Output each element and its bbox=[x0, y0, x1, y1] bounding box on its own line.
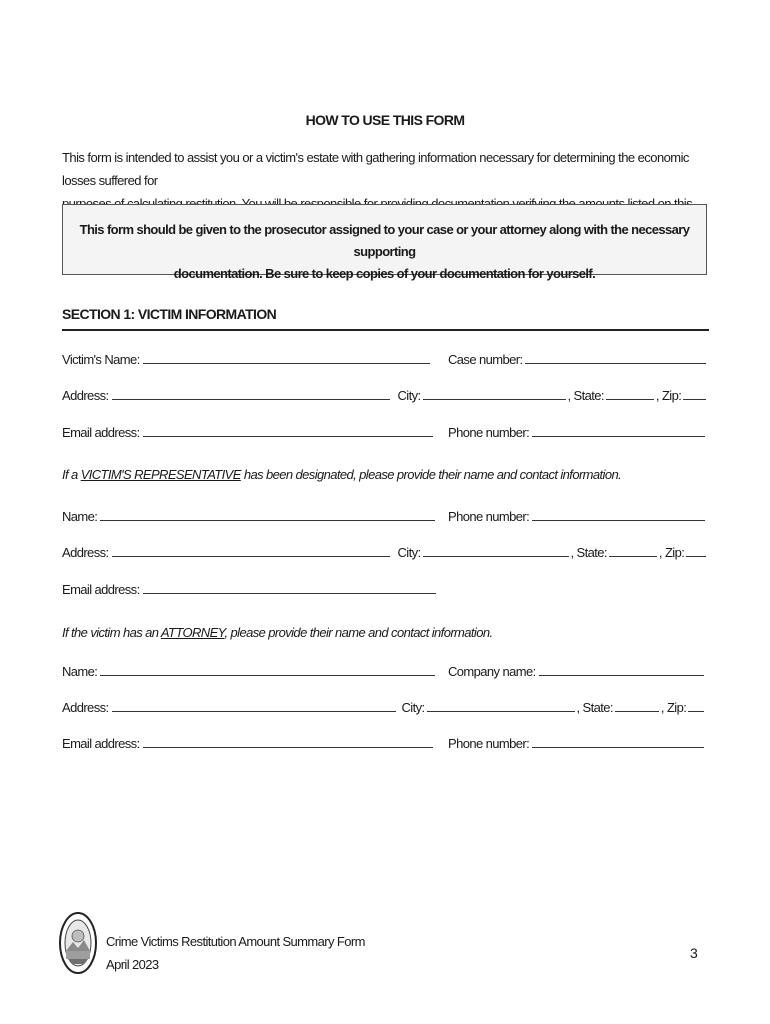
note-emphasis: ATTORNEY bbox=[160, 625, 225, 640]
state-seal-icon bbox=[58, 911, 98, 975]
victim-name-line[interactable] bbox=[143, 349, 430, 364]
victim-name-label: Victim's Name: bbox=[62, 352, 140, 367]
rep-state-label: , State: bbox=[570, 545, 607, 560]
page-number: 3 bbox=[690, 945, 698, 961]
attorney-zip-label: , Zip: bbox=[660, 700, 687, 715]
attorney-zip-line[interactable] bbox=[688, 697, 704, 712]
attorney-name-line[interactable] bbox=[100, 661, 435, 676]
email-line[interactable] bbox=[143, 422, 433, 437]
phone-line[interactable] bbox=[532, 422, 705, 437]
rep-phone-line[interactable] bbox=[532, 506, 705, 521]
attorney-email-field[interactable] bbox=[62, 733, 433, 751]
phone-label: Phone number: bbox=[448, 425, 530, 440]
address-line[interactable] bbox=[112, 385, 390, 400]
case-number-line[interactable] bbox=[525, 349, 706, 364]
rep-email-line[interactable] bbox=[143, 579, 436, 594]
section-title: SECTION 1: VICTIM INFORMATION bbox=[62, 306, 277, 322]
attorney-name-field[interactable] bbox=[62, 661, 435, 679]
victim-phone-field[interactable] bbox=[448, 422, 705, 440]
rep-address-row bbox=[62, 542, 706, 560]
rep-zip-label: , Zip: bbox=[658, 545, 685, 560]
attorney-address-line[interactable] bbox=[112, 697, 396, 712]
form-title: HOW TO USE THIS FORM bbox=[305, 112, 465, 128]
zip-line[interactable] bbox=[683, 385, 706, 400]
rep-address-label: Address: bbox=[62, 545, 109, 560]
attorney-phone-field[interactable] bbox=[448, 733, 704, 751]
rep-zip-line[interactable] bbox=[686, 542, 706, 557]
attorney-email-line[interactable] bbox=[143, 733, 433, 748]
rep-name-line[interactable] bbox=[100, 506, 435, 521]
rep-phone-label: Phone number: bbox=[448, 509, 530, 524]
attorney-address-label: Address: bbox=[62, 700, 109, 715]
victim-name-field[interactable] bbox=[62, 349, 430, 367]
city-label: City: bbox=[397, 388, 421, 403]
address-label: Address: bbox=[62, 388, 109, 403]
note-prefix: If the victim has an bbox=[62, 625, 161, 640]
notice-box bbox=[62, 204, 707, 281]
company-name-label: Company name: bbox=[448, 664, 536, 679]
city-line[interactable] bbox=[423, 385, 566, 400]
attorney-city-label: City: bbox=[401, 700, 425, 715]
rep-phone-field[interactable] bbox=[448, 506, 705, 524]
attorney-note bbox=[62, 625, 493, 640]
rep-name-label: Name: bbox=[62, 509, 98, 524]
company-name-field[interactable] bbox=[448, 661, 704, 679]
attorney-name-label: Name: bbox=[62, 664, 98, 679]
victim-address-row bbox=[62, 385, 706, 403]
intro-line-1: This form is intended to assist you or a victim's estate with gathering information necessary for determining the economic losses suffered for bbox=[62, 150, 689, 188]
attorney-phone-label: Phone number: bbox=[448, 736, 530, 751]
email-label: Email address: bbox=[62, 425, 140, 440]
footer-text bbox=[106, 930, 365, 976]
attorney-phone-line[interactable] bbox=[532, 733, 704, 748]
note-suffix: has been designated, please provide their name and contact information. bbox=[240, 467, 622, 482]
note-prefix: If a bbox=[62, 467, 81, 482]
rep-name-field[interactable] bbox=[62, 506, 435, 524]
rep-address-line[interactable] bbox=[112, 542, 390, 557]
note-suffix: , please provide their name and contact information. bbox=[224, 625, 493, 640]
footer-form-name: Crime Victims Restitution Amount Summary Form bbox=[106, 934, 365, 949]
notice-line-1: This form should be given to the prosecutor assigned to your case or your attorney along with the necessary supporting bbox=[79, 222, 690, 259]
rep-city-line[interactable] bbox=[423, 542, 569, 557]
section-divider bbox=[62, 329, 709, 331]
notice-text bbox=[63, 219, 706, 285]
rep-email-label: Email address: bbox=[62, 582, 140, 597]
case-number-field[interactable] bbox=[448, 349, 706, 367]
case-number-label: Case number: bbox=[448, 352, 523, 367]
company-name-line[interactable] bbox=[539, 661, 704, 676]
victim-email-field[interactable] bbox=[62, 422, 433, 440]
attorney-state-line[interactable] bbox=[615, 697, 659, 712]
rep-city-label: City: bbox=[397, 545, 421, 560]
note-emphasis: VICTIM'S REPRESENTATIVE bbox=[80, 467, 241, 482]
zip-label: , Zip: bbox=[655, 388, 682, 403]
rep-state-line[interactable] bbox=[609, 542, 657, 557]
state-line[interactable] bbox=[606, 385, 654, 400]
attorney-city-line[interactable] bbox=[427, 697, 575, 712]
state-label: , State: bbox=[567, 388, 604, 403]
attorney-address-row bbox=[62, 697, 704, 715]
attorney-email-label: Email address: bbox=[62, 736, 140, 751]
representative-note bbox=[62, 467, 621, 482]
rep-email-field[interactable] bbox=[62, 579, 436, 597]
attorney-state-label: , State: bbox=[576, 700, 613, 715]
notice-line-2: documentation. Be sure to keep copies of your documentation for yourself. bbox=[173, 266, 596, 281]
footer-date: April 2023 bbox=[106, 957, 159, 972]
